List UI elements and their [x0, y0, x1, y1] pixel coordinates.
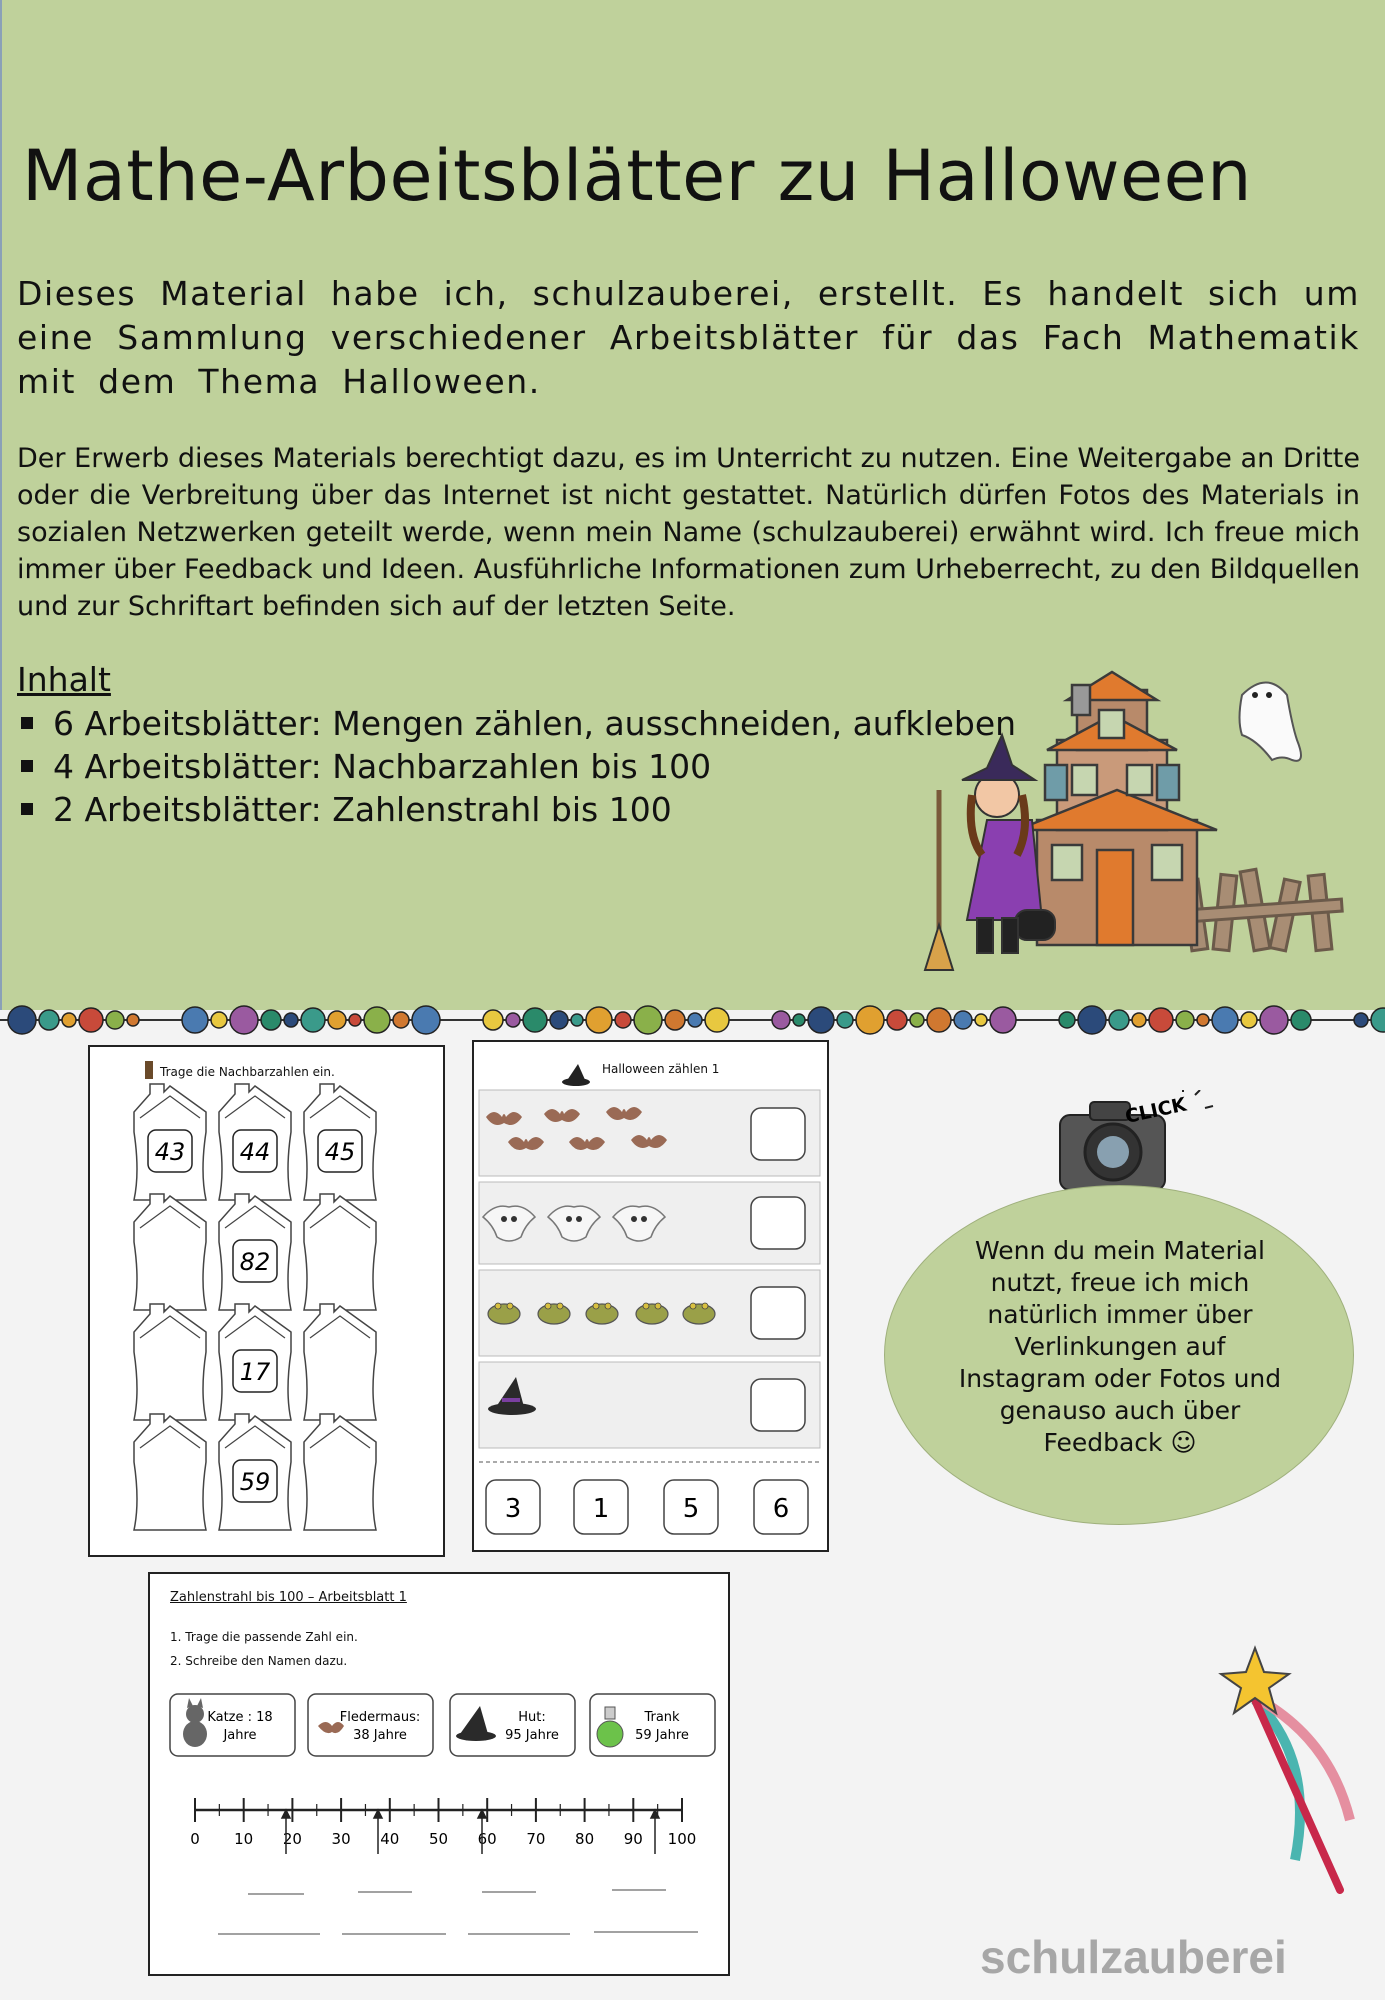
- haunted-house-illustration: [917, 670, 1362, 975]
- ghost-icon: [1240, 683, 1302, 761]
- brand-logo: schulzauberei: [980, 1931, 1287, 1983]
- magic-wand-icon: [1215, 1640, 1375, 1900]
- contents-item: 4 Arbeitsblätter: Nachbarzahlen bis 100: [17, 745, 1016, 788]
- house-number: 45: [324, 1138, 356, 1166]
- house-outline: [219, 1084, 291, 1200]
- house-number: 43: [154, 1138, 186, 1166]
- number-line: [150, 1574, 728, 1974]
- camera-icon: [1055, 1090, 1215, 1200]
- worksheet-halloween-counting: [472, 1040, 829, 1552]
- witch-icon: [925, 735, 1055, 970]
- tick-label: 40: [380, 1830, 400, 1848]
- task-text: 1. Trage die passende Zahl ein.: [170, 1630, 358, 1644]
- page-title: Mathe-Arbeitsblätter zu Halloween: [22, 135, 1253, 217]
- card-label: Hut:: [518, 1710, 546, 1725]
- tick-label: 20: [282, 1830, 302, 1848]
- tick-label: 30: [331, 1830, 351, 1848]
- card-label: Trank: [644, 1710, 680, 1725]
- contents-heading: Inhalt: [17, 660, 111, 699]
- card-label: 38 Jahre: [353, 1728, 407, 1743]
- cutout-number: 1: [592, 1494, 610, 1524]
- witch-hat-icon: [562, 1064, 590, 1086]
- tick-label: 80: [575, 1830, 595, 1848]
- contents-item: 2 Arbeitsblätter: Zahlenstrahl bis 100: [17, 788, 1016, 831]
- rights-text: Der Erwerb dieses Materials berechtigt dazu, es im Unterricht zu nutzen. Eine Weitergabe an Dritte oder die Verbreitung über das Internet ist nicht gestattet. Natürlich dürfen Fotos des Materials in sozialen Netzwerken geteilt werde, wenn mein Name (schulzauberei) erwähnt wird. Ich freue mich immer über Feedback und Ideen. Ausführliche Informationen zum Urheberrecht, zu den Bildquellen und zur Schriftart befinden sich auf der letzten Seite.: [17, 443, 1360, 622]
- worksheet-neighbor-numbers: [88, 1045, 445, 1557]
- card-label: 95 Jahre: [505, 1728, 559, 1743]
- house-outline: [134, 1414, 206, 1530]
- house-number: 82: [239, 1248, 271, 1276]
- counting-rows: [474, 1042, 827, 1550]
- tick-label: 70: [526, 1830, 546, 1848]
- intro-text: Dieses Material habe ich, schulzauberei, erstellt. Es handelt sich um eine Sammlung verschiedener Arbeitsblätter für das Fach Mathematik mit dem Thema Halloween.: [17, 274, 1360, 401]
- card-label: Jahre: [223, 1728, 257, 1743]
- house-number: 17: [239, 1358, 271, 1386]
- house-outline: [304, 1194, 376, 1310]
- tower-icon: [145, 1061, 153, 1079]
- tick-label: 0: [190, 1830, 200, 1848]
- click-label: CLICK: [1123, 1093, 1189, 1128]
- card-label: Fledermaus:: [339, 1710, 421, 1725]
- tick-label: 50: [428, 1830, 449, 1848]
- bead-border: [0, 995, 1385, 1045]
- tick-label: 100: [667, 1830, 697, 1848]
- house-outline: [219, 1194, 291, 1310]
- worksheet-number-line: [148, 1572, 730, 1976]
- tick-label: 10: [234, 1830, 254, 1848]
- owl-icons: [483, 1206, 665, 1241]
- bubble-text: Wenn du mein Material nutzt, freue ich mich natürlich immer über Verlinkungen auf Instagram oder Fotos und genauso auch über Feedback ☺: [958, 1236, 1282, 1457]
- task-text: 2. Schreibe den Namen dazu.: [170, 1654, 348, 1668]
- card-label: 59 Jahre: [635, 1728, 689, 1743]
- tick-label: 90: [623, 1830, 643, 1848]
- contents-list: [17, 702, 1016, 831]
- worksheet-title: Trage die Nachbarzahlen ein.: [160, 1065, 335, 1079]
- house-outline: [304, 1304, 376, 1420]
- house-grid: [90, 1047, 443, 1555]
- house-outline: [134, 1194, 206, 1310]
- worksheet-title: Zahlenstrahl bis 100 – Arbeitsblatt 1: [170, 1590, 407, 1605]
- house-outline: [219, 1304, 291, 1420]
- worksheet-title: Halloween zählen 1: [602, 1062, 720, 1076]
- house-outline: [134, 1084, 206, 1200]
- card-label: Katze : 18: [207, 1710, 273, 1725]
- tick-label: 60: [477, 1830, 497, 1848]
- contents-item: 6 Arbeitsblätter: Mengen zählen, ausschneiden, aufkleben: [17, 702, 1016, 745]
- house-number: 59: [239, 1468, 271, 1496]
- cutout-number: 3: [504, 1494, 522, 1524]
- house-outline: [304, 1084, 376, 1200]
- cutout-number: 5: [682, 1494, 700, 1524]
- house-outline: [304, 1414, 376, 1530]
- cutout-number: 6: [772, 1494, 790, 1524]
- house-outline: [219, 1414, 291, 1530]
- house-outline: [134, 1304, 206, 1420]
- house-number: 44: [239, 1138, 271, 1166]
